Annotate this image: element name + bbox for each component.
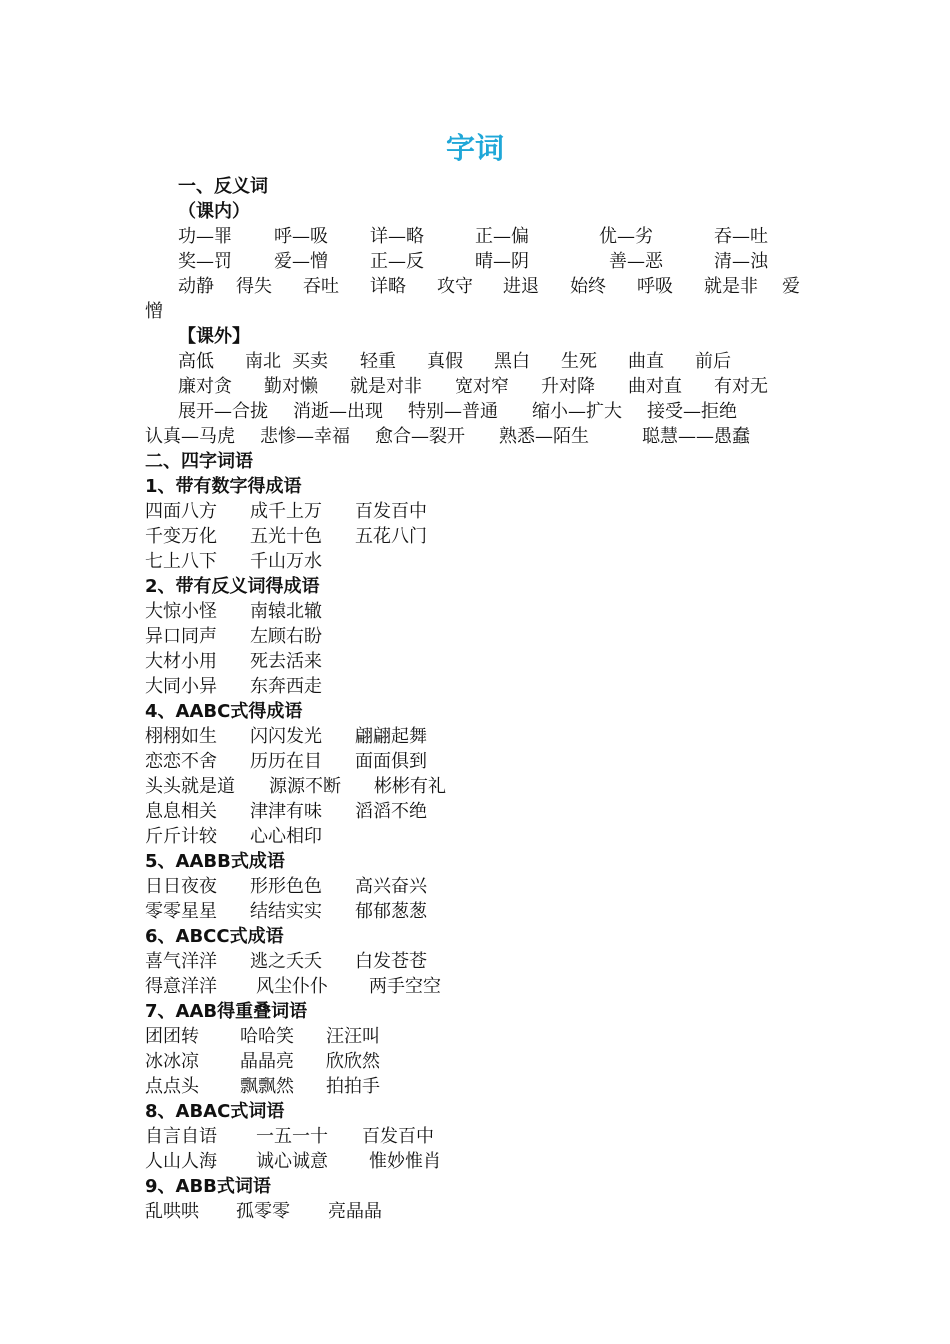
word: 大惊小怪 xyxy=(145,601,217,622)
word: 恋恋不舍 xyxy=(145,751,217,772)
word: 吞吐 xyxy=(303,276,339,297)
word-row xyxy=(0,1074,950,1099)
word-row xyxy=(0,224,950,249)
word: 点点头 xyxy=(145,1076,199,1097)
word: 晶晶亮 xyxy=(240,1051,294,1072)
word: 喜气洋洋 xyxy=(145,951,217,972)
word: 孤零零 xyxy=(236,1201,290,1222)
group-heading: 4、AABC式得成语 xyxy=(145,701,303,722)
word: 展开—合拢 xyxy=(178,401,268,422)
word-row xyxy=(0,624,950,649)
word: 自言自语 xyxy=(145,1126,217,1147)
word-row xyxy=(0,249,950,274)
word: 悲惨—幸福 xyxy=(260,426,350,447)
word: 轻重 xyxy=(360,351,396,372)
word: 闪闪发光 xyxy=(250,726,322,747)
word: 聪慧——愚蠢 xyxy=(642,426,750,447)
word-row xyxy=(0,1149,950,1174)
word: 曲对直 xyxy=(628,376,682,397)
word: 晴—阴 xyxy=(475,251,529,272)
word: 买卖 xyxy=(292,351,328,372)
word: 千山万水 xyxy=(250,551,322,572)
word: 优—劣 xyxy=(599,226,653,247)
word: 有对无 xyxy=(714,376,768,397)
word: 结结实实 xyxy=(250,901,322,922)
word: 汪汪叫 xyxy=(326,1026,380,1047)
word: 前后 xyxy=(695,351,731,372)
word: 真假 xyxy=(427,351,463,372)
word: 升对降 xyxy=(541,376,595,397)
word: 廉对贪 xyxy=(178,376,232,397)
word: 栩栩如生 xyxy=(145,726,217,747)
word: 七上八下 xyxy=(145,551,217,572)
word: 斤斤计较 xyxy=(145,826,217,847)
word-row xyxy=(0,499,950,524)
word-row xyxy=(0,349,950,374)
word: 成千上万 xyxy=(250,501,322,522)
word: 宽对窄 xyxy=(455,376,509,397)
word: 奖—罚 xyxy=(178,251,232,272)
word: 大材小用 xyxy=(145,651,217,672)
word-row xyxy=(0,649,950,674)
word: 高低 xyxy=(178,351,214,372)
word: 诚心诚意 xyxy=(256,1151,328,1172)
page-title: 字词 xyxy=(445,131,504,165)
word-row xyxy=(0,949,950,974)
group-heading: 2、带有反义词得成语 xyxy=(145,576,320,597)
word: 高兴奋兴 xyxy=(355,876,427,897)
word: 生死 xyxy=(561,351,597,372)
word: 憎 xyxy=(145,301,163,322)
group-heading: 7、AAB得重叠词语 xyxy=(145,1001,308,1022)
word: 爱—憎 xyxy=(274,251,328,272)
word-row xyxy=(0,374,950,399)
word: 详略 xyxy=(370,276,406,297)
word: 攻守 xyxy=(437,276,473,297)
word: 始终 xyxy=(570,276,606,297)
word-row xyxy=(0,824,950,849)
word: 勤对懒 xyxy=(264,376,318,397)
word: 津津有味 xyxy=(250,801,322,822)
word: 正—反 xyxy=(370,251,424,272)
group-heading: 1、带有数字得成语 xyxy=(145,476,302,497)
word: 头头就是道 xyxy=(145,776,235,797)
word: 清—浊 xyxy=(714,251,768,272)
word-row xyxy=(0,549,950,574)
word-row xyxy=(0,524,950,549)
subheading-in-class: （课内） xyxy=(178,201,250,222)
word: 左顾右盼 xyxy=(250,626,322,647)
word-row xyxy=(0,874,950,899)
word: 得意洋洋 xyxy=(145,976,217,997)
word: 爱 xyxy=(782,276,800,297)
word: 零零星星 xyxy=(145,901,217,922)
word-row xyxy=(0,599,950,624)
word: 日日夜夜 xyxy=(145,876,217,897)
word-row xyxy=(0,974,950,999)
word: 南北 xyxy=(245,351,281,372)
word: 飘飘然 xyxy=(240,1076,294,1097)
word: 白发苍苍 xyxy=(355,951,427,972)
word: 面面俱到 xyxy=(355,751,427,772)
word: 百发百中 xyxy=(355,501,427,522)
group-heading: 5、AABB式成语 xyxy=(145,851,285,872)
word: 拍拍手 xyxy=(326,1076,380,1097)
word: 郁郁葱葱 xyxy=(355,901,427,922)
word-row xyxy=(0,274,950,299)
word-row xyxy=(0,674,950,699)
word: 得失 xyxy=(236,276,272,297)
word: 五光十色 xyxy=(250,526,322,547)
word: 呼—吸 xyxy=(274,226,328,247)
word: 消逝—出现 xyxy=(293,401,383,422)
word: 滔滔不绝 xyxy=(355,801,427,822)
word-row xyxy=(0,1124,950,1149)
word: 两手空空 xyxy=(369,976,441,997)
section-heading-antonyms: 一、反义词 xyxy=(178,176,268,197)
word: 呼吸 xyxy=(637,276,673,297)
group-heading: 9、ABB式词语 xyxy=(145,1176,271,1197)
word: 团团转 xyxy=(145,1026,199,1047)
word: 彬彬有礼 xyxy=(374,776,446,797)
word: 特别—普通 xyxy=(408,401,498,422)
word: 息息相关 xyxy=(145,801,217,822)
word: 死去活来 xyxy=(250,651,322,672)
word: 正—偏 xyxy=(475,226,529,247)
word: 吞—吐 xyxy=(714,226,768,247)
section-heading-idioms: 二、四字词语 xyxy=(145,451,253,472)
word: 大同小异 xyxy=(145,676,217,697)
word-row xyxy=(0,399,950,424)
word: 功—罪 xyxy=(178,226,232,247)
word: 乱哄哄 xyxy=(145,1201,199,1222)
word: 五花八门 xyxy=(355,526,427,547)
word: 风尘仆仆 xyxy=(256,976,328,997)
word-row xyxy=(0,724,950,749)
word: 异口同声 xyxy=(145,626,217,647)
word: 就是非 xyxy=(704,276,758,297)
word: 心心相印 xyxy=(250,826,322,847)
word: 善—恶 xyxy=(609,251,663,272)
word: 详—略 xyxy=(370,226,424,247)
word: 形形色色 xyxy=(250,876,322,897)
word: 就是对非 xyxy=(350,376,422,397)
word: 翩翩起舞 xyxy=(355,726,427,747)
word: 百发百中 xyxy=(362,1126,434,1147)
word: 愈合—裂开 xyxy=(375,426,465,447)
word-row xyxy=(0,749,950,774)
word: 南辕北辙 xyxy=(250,601,322,622)
word: 进退 xyxy=(503,276,539,297)
word-row xyxy=(0,1199,950,1224)
group-heading: 8、ABAC式词语 xyxy=(145,1101,285,1122)
group-heading: 6、ABCC式成语 xyxy=(145,926,284,947)
word-row xyxy=(0,774,950,799)
word: 熟悉—陌生 xyxy=(499,426,589,447)
word-row xyxy=(0,1049,950,1074)
word: 千变万化 xyxy=(145,526,217,547)
word: 惟妙惟肖 xyxy=(369,1151,441,1172)
word: 源源不断 xyxy=(269,776,341,797)
word: 动静 xyxy=(178,276,214,297)
subheading-extracurricular: 【课外】 xyxy=(178,326,250,347)
word: 一五一十 xyxy=(256,1126,328,1147)
word: 历历在目 xyxy=(250,751,322,772)
word: 黑白 xyxy=(494,351,530,372)
word: 认真—马虎 xyxy=(145,426,235,447)
word-row xyxy=(0,799,950,824)
word-row xyxy=(0,1024,950,1049)
word-row xyxy=(0,899,950,924)
word: 逃之夭夭 xyxy=(250,951,322,972)
word: 哈哈笑 xyxy=(240,1026,294,1047)
word-row xyxy=(0,424,950,449)
word: 接受—拒绝 xyxy=(647,401,737,422)
word: 欣欣然 xyxy=(326,1051,380,1072)
word: 冰冰凉 xyxy=(145,1051,199,1072)
word: 人山人海 xyxy=(145,1151,217,1172)
word: 东奔西走 xyxy=(250,676,322,697)
word: 曲直 xyxy=(628,351,664,372)
word: 缩小—扩大 xyxy=(532,401,622,422)
word: 亮晶晶 xyxy=(328,1201,382,1222)
word: 四面八方 xyxy=(145,501,217,522)
